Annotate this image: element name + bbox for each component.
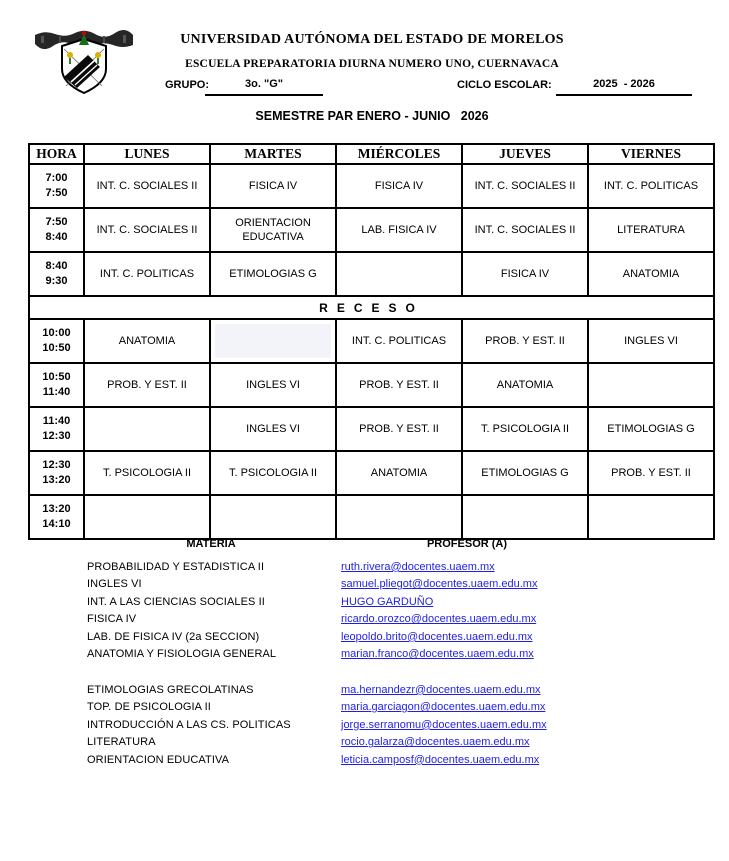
profesor-email-link[interactable]: leticia.camposf@docentes.uaem.edu.mx bbox=[341, 753, 540, 766]
schedule-row-1140 bbox=[29, 407, 714, 451]
profesor-email-link[interactable]: leopoldo.brito@docentes.uaem.edu.mx bbox=[341, 630, 533, 643]
empty-cell bbox=[210, 495, 336, 539]
time-cell: 12:30 13:20 bbox=[29, 451, 84, 495]
profesor-cell bbox=[341, 736, 729, 748]
materia-name: ANATOMIA Y FISIOLOGIA GENERAL bbox=[87, 648, 277, 661]
profesor-email-link[interactable]: rocio.galarza@docentes.uaem.edu.mx bbox=[341, 736, 530, 749]
faculty-row bbox=[87, 699, 729, 717]
faculty-row bbox=[87, 751, 729, 769]
faculty-row bbox=[87, 611, 729, 629]
profesor-email-link[interactable]: ricardo.orozco@docentes.uaem.edu.mx bbox=[341, 613, 537, 626]
empty-cell bbox=[462, 495, 588, 539]
subject-cell: ANATOMIA bbox=[84, 319, 210, 363]
subject-cell: T. PSICOLOGIA II bbox=[210, 451, 336, 495]
subject-cell: PROB. Y EST. II bbox=[462, 319, 588, 363]
materia-name: ORIENTACION EDUCATIVA bbox=[87, 753, 230, 766]
schedule-table-header bbox=[29, 144, 714, 164]
materia-name: LITERATURA bbox=[87, 736, 156, 749]
subject-cell: INT. C. POLITICAS bbox=[84, 252, 210, 296]
schedule-row-1320 bbox=[29, 495, 714, 539]
subject-cell: ANATOMIA bbox=[462, 363, 588, 407]
profesor-cell bbox=[341, 596, 729, 608]
materia-name: LAB. DE FISICA IV (2a SECCION) bbox=[87, 630, 260, 643]
schedule-row-1230 bbox=[29, 451, 714, 495]
faculty-section bbox=[0, 538, 729, 769]
subject-cell: ORIENTACION EDUCATIVA bbox=[210, 208, 336, 252]
schedule-row-750 bbox=[29, 208, 714, 252]
profesor-cell bbox=[341, 631, 729, 643]
profesor-email-link[interactable]: ruth.rivera@docentes.uaem.mx bbox=[341, 560, 495, 573]
subject-cell: ETIMOLOGIAS G bbox=[588, 407, 714, 451]
column-header-martes: MARTES bbox=[210, 144, 336, 164]
profesor-cell bbox=[341, 648, 729, 660]
subject-cell: ANATOMIA bbox=[588, 252, 714, 296]
column-header-viernes: VIERNES bbox=[588, 144, 714, 164]
faculty-row bbox=[87, 628, 729, 646]
subject-cell: PROB. Y EST. II bbox=[336, 407, 462, 451]
faculty-row bbox=[87, 716, 729, 734]
schedule-row-1050 bbox=[29, 363, 714, 407]
schedule-row-840 bbox=[29, 252, 714, 296]
subject-cell: INT. C. SOCIALES II bbox=[462, 208, 588, 252]
time-cell: 10:50 11:40 bbox=[29, 363, 84, 407]
university-name: UNIVERSIDAD AUTÓNOMA DEL ESTADO DE MORELOS bbox=[180, 32, 564, 47]
faculty-row bbox=[87, 576, 729, 594]
ciclo-escolar-value: 2025 - 2026 bbox=[556, 78, 692, 96]
subject-cell: FISICA IV bbox=[210, 164, 336, 208]
subject-cell: INGLES VI bbox=[210, 363, 336, 407]
semester-title: SEMESTRE PAR ENERO - JUNIO 2026 bbox=[255, 109, 489, 123]
faculty-row bbox=[87, 734, 729, 752]
empty-cell bbox=[84, 495, 210, 539]
subject-cell: INT. C. SOCIALES II bbox=[84, 164, 210, 208]
time-cell: 8:40 9:30 bbox=[29, 252, 84, 296]
receso-row bbox=[29, 296, 714, 319]
profesor-column-header: PROFESOR (A) bbox=[426, 538, 508, 550]
group-cycle-row bbox=[0, 79, 729, 99]
materia-name: PROBABILIDAD Y ESTADISTICA II bbox=[87, 560, 265, 573]
schedule-row-1000 bbox=[29, 319, 714, 363]
subject-cell: INT. C. SOCIALES II bbox=[462, 164, 588, 208]
subject-cell: LAB. FISICA IV bbox=[336, 208, 462, 252]
faculty-group-gap bbox=[0, 663, 729, 681]
faculty-row bbox=[87, 646, 729, 664]
time-cell: 7:00 7:50 bbox=[29, 164, 84, 208]
faculty-row bbox=[87, 593, 729, 611]
subject-cell: FISICA IV bbox=[336, 164, 462, 208]
subject-cell: PROB. Y EST. II bbox=[588, 451, 714, 495]
subject-cell: PROB. Y EST. II bbox=[84, 363, 210, 407]
faculty-row bbox=[87, 681, 729, 699]
schedule-table-body bbox=[29, 164, 714, 539]
profesor-cell bbox=[341, 561, 729, 573]
time-cell: 7:50 8:40 bbox=[29, 208, 84, 252]
profesor-cell bbox=[341, 754, 729, 766]
ciclo-escolar-label: CICLO ESCOLAR: bbox=[457, 79, 552, 91]
column-header-lunes: LUNES bbox=[84, 144, 210, 164]
faculty-row bbox=[87, 558, 729, 576]
faculty-headers bbox=[0, 538, 729, 555]
schedule-row-700 bbox=[29, 164, 714, 208]
column-header-mircoles: MIÉRCOLES bbox=[336, 144, 462, 164]
profesor-email-link[interactable]: maria.garciagon@docentes.uaem.edu.mx bbox=[341, 701, 546, 714]
profesor-email-link[interactable]: samuel.pliegot@docentes.uaem.edu.mx bbox=[341, 578, 538, 591]
subject-cell: ANATOMIA bbox=[336, 451, 462, 495]
time-cell: 11:40 12:30 bbox=[29, 407, 84, 451]
empty-cell bbox=[588, 495, 714, 539]
profesor-cell bbox=[341, 578, 729, 590]
profesor-email-link[interactable]: marian.franco@docentes.uaem.edu.mx bbox=[341, 648, 534, 661]
profesor-name-link[interactable]: HUGO GARDUÑO bbox=[341, 595, 434, 608]
empty-cell bbox=[210, 319, 336, 363]
profesor-cell bbox=[341, 613, 729, 625]
subject-cell: INGLES VI bbox=[210, 407, 336, 451]
empty-cell bbox=[336, 252, 462, 296]
subject-cell: INGLES VI bbox=[588, 319, 714, 363]
subject-cell: LITERATURA bbox=[588, 208, 714, 252]
profesor-email-link[interactable]: jorge.serranomu@docentes.uaem.edu.mx bbox=[341, 718, 547, 731]
grupo-value: 3o. "G" bbox=[205, 78, 323, 96]
school-name: ESCUELA PREPARATORIA DIURNA NUMERO UNO, CUERNAVACA bbox=[185, 58, 559, 70]
subject-cell: T. PSICOLOGIA II bbox=[84, 451, 210, 495]
subject-cell: INT. C. POLITICAS bbox=[588, 164, 714, 208]
profesor-cell bbox=[341, 701, 729, 713]
document-header bbox=[30, 32, 714, 70]
empty-cell bbox=[588, 363, 714, 407]
profesor-cell bbox=[341, 719, 729, 731]
materia-name: TOP. DE PSICOLOGIA II bbox=[87, 701, 211, 714]
materia-name: INGLES VI bbox=[87, 578, 142, 591]
subject-cell: ETIMOLOGIAS G bbox=[462, 451, 588, 495]
materia-name: INT. A LAS CIENCIAS SOCIALES II bbox=[87, 595, 265, 608]
empty-cell bbox=[84, 407, 210, 451]
subject-cell: INT. C. POLITICAS bbox=[336, 319, 462, 363]
schedule-table bbox=[28, 143, 715, 540]
subject-cell: INT. C. SOCIALES II bbox=[84, 208, 210, 252]
profesor-cell bbox=[341, 684, 729, 696]
time-cell: 10:00 10:50 bbox=[29, 319, 84, 363]
materia-column-header: MATERIA bbox=[186, 538, 236, 550]
time-cell: 13:20 14:10 bbox=[29, 495, 84, 539]
column-header-jueves: JUEVES bbox=[462, 144, 588, 164]
grupo-label: GRUPO: bbox=[165, 79, 209, 91]
subject-cell: FISICA IV bbox=[462, 252, 588, 296]
faculty-rows bbox=[0, 558, 729, 769]
receso-label: RECESO bbox=[29, 296, 714, 319]
materia-name: ETIMOLOGIAS GRECOLATINAS bbox=[87, 683, 254, 696]
empty-cell bbox=[336, 495, 462, 539]
profesor-email-link[interactable]: ma.hernandezr@docentes.uaem.edu.mx bbox=[341, 683, 541, 696]
materia-name: FISICA IV bbox=[87, 613, 137, 626]
subject-cell: ETIMOLOGIAS G bbox=[210, 252, 336, 296]
subject-cell: PROB. Y EST. II bbox=[336, 363, 462, 407]
materia-name: INTRODUCCIÓN A LAS CS. POLITICAS bbox=[87, 718, 291, 731]
subject-cell: T. PSICOLOGIA II bbox=[462, 407, 588, 451]
column-header-hora: HORA bbox=[29, 144, 84, 164]
